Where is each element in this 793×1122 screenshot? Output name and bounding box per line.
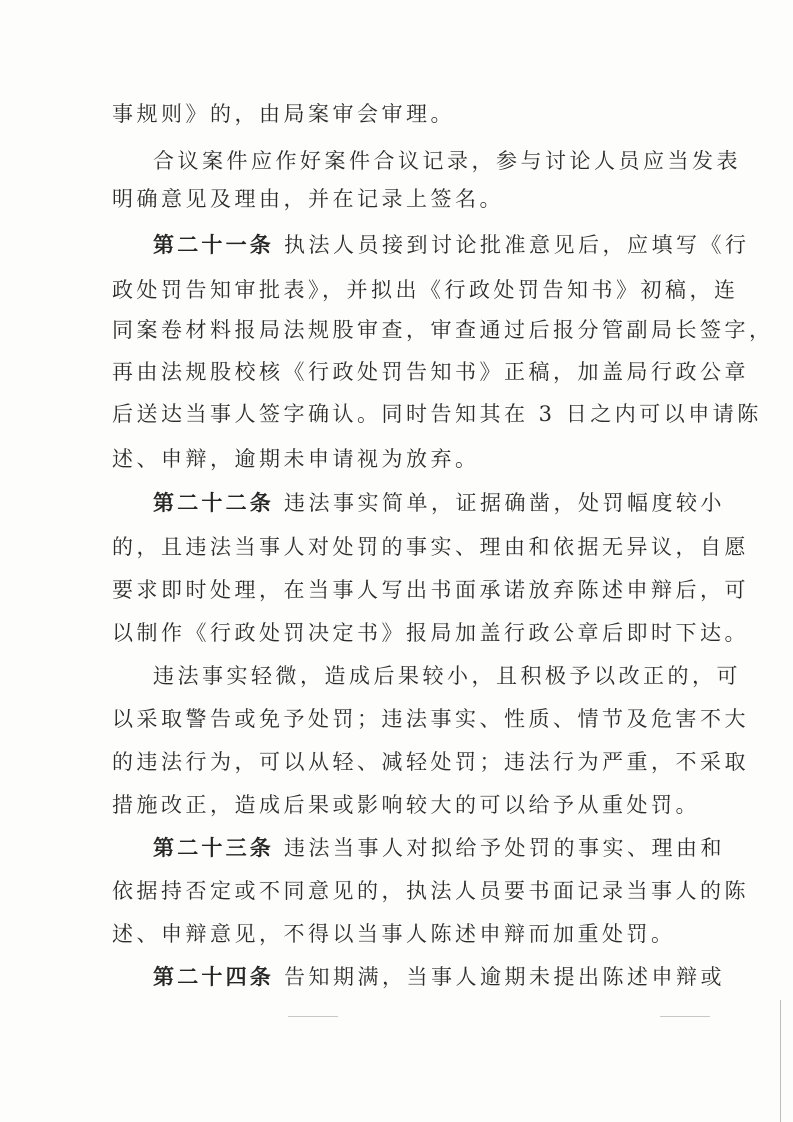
line-text: 合议案件应作好案件合议记录，参与讨论人员应当发表 — [153, 149, 741, 173]
text-line — [112, 402, 762, 426]
line-text: 违法事实简单，证据确凿，处罚幅度较小 — [284, 491, 725, 515]
article-21-first-line — [153, 233, 750, 257]
text-line — [112, 578, 749, 602]
text-line — [112, 922, 676, 946]
paragraph-first-line — [153, 664, 741, 688]
text-line — [112, 360, 749, 384]
text-line — [112, 278, 739, 302]
scan-edge-line — [780, 1000, 781, 1122]
article-heading: 第二十四条 — [153, 965, 274, 989]
line-text: 事规则》的，由局案审会审理。 — [112, 102, 455, 126]
text-line — [112, 793, 700, 817]
line-text: 再由法规股校核《行政处罚告知书》正稿，加盖局行政公章 — [112, 360, 749, 384]
paragraph-first-line — [153, 149, 741, 173]
scan-mark-line — [660, 1016, 710, 1017]
line-text: 明确意见及理由，并在记录上签名。 — [112, 187, 504, 211]
line-text: 的违法行为，可以从轻、减轻处罚；违法行为严重，不采取 — [112, 750, 749, 774]
line-text: 的，且违法当事人对处罚的事实、理由和依据无异议，自愿 — [112, 535, 749, 559]
line-text: 以制作《行政处罚决定书》报局加盖行政公章后即时下达。 — [112, 621, 749, 645]
line-text: 同案卷材料报局法规股审查，审查通过后报分管副局长签字， — [112, 318, 774, 342]
article-23-first-line — [153, 836, 725, 860]
text-line — [112, 535, 749, 559]
text-line — [112, 447, 480, 471]
text-line — [112, 102, 455, 126]
line-text: 述、申辩，逾期未申请视为放弃。 — [112, 447, 480, 471]
line-text: 告知期满，当事人逾期未提出陈述申辩或 — [284, 965, 725, 989]
line-text: 执法人员接到讨论批准意见后，应填写《行 — [284, 233, 750, 257]
text-line — [112, 621, 749, 645]
text-line — [112, 750, 749, 774]
text-line — [112, 879, 749, 903]
article-heading: 第二十三条 — [153, 836, 274, 860]
text-line — [112, 707, 749, 731]
line-text: 述、申辩意见，不得以当事人陈述申辩而加重处罚。 — [112, 922, 676, 946]
line-text: 违法事实轻微，造成后果较小，且积极予以改正的，可 — [153, 664, 741, 688]
article-22-first-line — [153, 491, 725, 515]
scan-mark-line — [288, 1016, 338, 1017]
article-heading: 第二十二条 — [153, 491, 274, 515]
line-text: 后送达当事人签字确认。同时告知其在 3 日之内可以申请陈 — [112, 402, 762, 426]
line-text: 措施改正，造成后果或影响较大的可以给予从重处罚。 — [112, 793, 700, 817]
line-text: 要求即时处理，在当事人写出书面承诺放弃陈述申辩后，可 — [112, 578, 749, 602]
line-text: 违法当事人对拟给予处罚的事实、理由和 — [284, 836, 725, 860]
text-line — [112, 318, 774, 342]
line-text: 政处罚告知审批表》，并拟出《行政处罚告知书》初稿，连 — [112, 278, 739, 302]
article-24-first-line — [153, 965, 725, 989]
text-line — [112, 187, 504, 211]
line-text: 依据持否定或不同意见的，执法人员要书面记录当事人的陈 — [112, 879, 749, 903]
line-text: 以采取警告或免予处罚；违法事实、性质、情节及危害不大 — [112, 707, 749, 731]
article-heading: 第二十一条 — [153, 233, 274, 257]
